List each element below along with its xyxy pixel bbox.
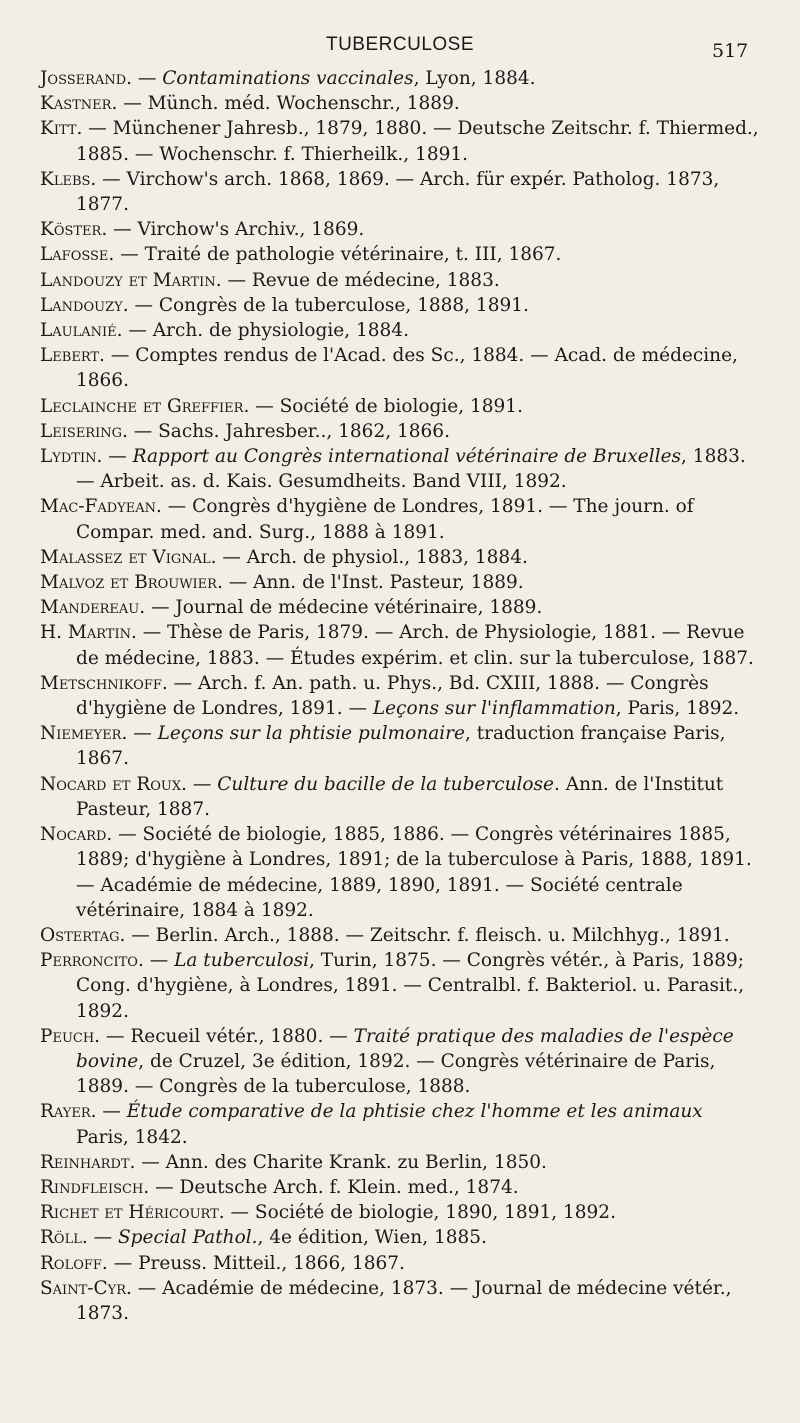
bibliography-entry: [40, 217, 760, 242]
bibliography-entry: [40, 772, 760, 822]
entry-text: — Société de biologie, 1890, 1891, 1892.: [224, 1202, 616, 1224]
entry-author: Perroncito.: [40, 950, 144, 972]
bibliography-entry: [40, 1225, 760, 1250]
entry-text: —: [187, 773, 218, 795]
entry-text: — Preuss. Mitteil., 1866, 1867.: [107, 1252, 405, 1274]
entry-author: Nocard.: [40, 824, 113, 846]
entry-author: Lydtin.: [40, 446, 103, 468]
entry-text: —: [96, 1101, 127, 1123]
entry-text: , 1883. — Arbeit. as. d. Kais. Gesumdheits. Band VIII, 1892.: [76, 446, 746, 493]
entry-title-italic: Contaminations vaccinales: [162, 68, 414, 89]
entry-author: Kastner.: [40, 93, 118, 115]
entry-text: Paris, 1842.: [76, 1126, 188, 1148]
bibliography-entry: [40, 620, 760, 670]
entry-text: — Société de biologie, 1891.: [249, 395, 523, 417]
entry-author: Leisering.: [40, 420, 128, 442]
running-head: TUBERCULOSE: [325, 34, 475, 55]
entry-text: — Société de biologie, 1885, 1886. — Congrès vétérinaires 1885, 1889; d'hygiène à Londres, 1891; de la tuberculose à Paris, 1888, 1891. — Académie de médecine, 1889, 1890, 1891. — Société centrale vétérinaire, 1884 à 1892.: [76, 824, 752, 921]
bibliography-entry: [40, 595, 760, 620]
entry-author: Josserand.: [40, 68, 133, 89]
entry-text: — Recueil vétér., 1880. —: [100, 1025, 354, 1047]
entry-text: — Münchener Jahresb., 1879, 1880. — Deutsche Zeitschr. f. Thiermed., 1885. — Wochenschr. f. Thierheilk., 1891.: [76, 118, 759, 165]
bibliography-entry: [40, 91, 760, 116]
bibliography-entry: [40, 1200, 760, 1225]
entry-text: — Ann. des Charite Krank. zu Berlin, 1850.: [135, 1151, 547, 1173]
bibliography-entry: [40, 570, 760, 595]
bibliography-entry: [40, 444, 760, 494]
bibliography-entry: [40, 721, 760, 771]
entry-author: Saint-Cyr.: [40, 1277, 132, 1299]
entry-text: —: [127, 723, 158, 745]
entry-text: — Ann. de l'Inst. Pasteur, 1889.: [222, 572, 524, 594]
entry-author: Leclainche et Greffier.: [40, 395, 250, 417]
bibliography-entry: [40, 1150, 760, 1175]
entry-text: — Berlin. Arch., 1888. — Zeitschr. f. fleisch. u. Milchhyg., 1891.: [125, 924, 730, 946]
entry-author: Peuch.: [40, 1025, 101, 1047]
entry-text: — Thèse de Paris, 1879. — Arch. de Physiologie, 1881. — Revue de médecine, 1883. — Études expérim. et clin. sur la tuberculose, 1887.: [76, 622, 754, 669]
entry-title-italic: Leçons sur l'inflammation: [372, 698, 616, 720]
bibliography-entry: [40, 1276, 760, 1326]
entry-author: Mandereau.: [40, 597, 146, 619]
entry-text: — Münch. méd. Wochenschr., 1889.: [117, 93, 460, 115]
bibliography-entry: [40, 293, 760, 318]
bibliography-entry: [40, 948, 760, 1024]
entry-text: — Académie de médecine, 1873. — Journal de médecine vétér., 1873.: [76, 1277, 732, 1324]
bibliography-entry: [40, 116, 760, 166]
entry-title-italic: Rapport au Congrès international vétérinaire de Bruxelles: [132, 446, 682, 468]
entry-text: — Journal de médecine vétérinaire, 1889.: [145, 597, 543, 619]
entry-text: — Deutsche Arch. f. Klein. med., 1874.: [149, 1176, 519, 1198]
bibliography-entry: [40, 822, 760, 923]
entry-text: — Revue de médecine, 1883.: [221, 269, 500, 291]
entry-text: , 4e édition, Wien, 1885.: [257, 1227, 487, 1249]
page-number: 517: [712, 40, 749, 62]
bibliography-entry: [40, 419, 760, 444]
entry-author: Rindfleisch.: [40, 1176, 150, 1198]
entry-title-italic: Special Pathol.: [118, 1227, 258, 1249]
entry-text: , Turin, 1875. — Congrès vétér., à Paris, 1889; Cong. d'hygiène, à Londres, 1891. — Centralbl. f. Bakteriol. u. Parasit., 1892.: [76, 950, 745, 1022]
entry-author: Lafosse.: [40, 244, 115, 266]
bibliography-entry: [40, 1175, 760, 1200]
bibliography-entry: [40, 268, 760, 293]
bibliography-entry: [40, 671, 760, 721]
entry-text: , de Cruzel, 3e édition, 1892. — Congrès vétérinaire de Paris, 1889. — Congrès de la tuberculose, 1888.: [76, 1050, 716, 1098]
entry-text: — Virchow's arch. 1868, 1869. — Arch. für expér. Patholog. 1873, 1877.: [76, 168, 720, 216]
entry-author: Landouzy et Martin.: [40, 269, 222, 291]
entry-author: Kitt.: [40, 118, 83, 140]
entry-text: , Lyon, 1884.: [413, 68, 536, 89]
entry-text: —: [143, 950, 175, 972]
bibliography-entry: [40, 343, 760, 393]
entry-author: Roloff.: [40, 1252, 108, 1274]
entry-text: — Comptes rendus de l'Acad. des Sc., 1884. — Acad. de médecine, 1866.: [76, 345, 738, 392]
entry-text: — Arch. f. An. path. u. Phys., Bd. CXIII, 1888. — Congrès d'hygiène de Londres, 1891. —: [76, 672, 709, 720]
entry-title-italic: La tuberculosi: [174, 950, 310, 972]
bibliography-entry: [40, 394, 760, 419]
entry-text: —: [102, 446, 133, 468]
bibliography-entry: [40, 1251, 760, 1276]
entry-author: Rayer.: [40, 1101, 97, 1123]
entry-title-italic: Culture du bacille de la tuberculose: [217, 773, 554, 795]
entry-author: Mac-Fadyean.: [40, 496, 162, 518]
entry-text: , traduction française Paris, 1867.: [76, 723, 726, 770]
entry-author: H. Martin.: [40, 622, 137, 644]
entry-author: Laulanié.: [40, 320, 123, 342]
entry-author: Röll.: [40, 1227, 88, 1249]
entry-author: Niemeyer.: [40, 723, 128, 745]
entry-author: Lebert.: [40, 345, 105, 367]
entry-text: — Virchow's Archiv., 1869.: [107, 219, 365, 241]
bibliography-list: [40, 66, 760, 1326]
entry-author: Köster.: [40, 219, 108, 241]
bibliography-entry: [40, 1024, 760, 1100]
entry-author: Metschnikoff.: [40, 672, 168, 694]
entry-text: — Congrès de la tuberculose, 1888, 1891.: [128, 294, 529, 316]
bibliography-entry: [40, 167, 760, 217]
entry-text: —: [87, 1227, 118, 1249]
entry-text: — Arch. de physiologie, 1884.: [122, 320, 409, 342]
entry-title-italic: Étude comparative de la phtisie chez l'homme et les animaux: [126, 1101, 703, 1123]
bibliography-entry: [40, 318, 760, 343]
entry-author: Richet et Héricourt.: [40, 1202, 225, 1224]
entry-text: — Congrès d'hygiène de Londres, 1891. — The journ. of Compar. med. and. Surg., 1888 à 1891.: [76, 496, 694, 543]
entry-title-italic: Leçons sur la phtisie pulmonaire: [157, 723, 465, 745]
entry-author: Ostertag.: [40, 924, 126, 946]
entry-author: Malvoz et Brouwier.: [40, 572, 223, 594]
entry-text: — Sachs. Jahresber.., 1862, 1866.: [127, 420, 450, 442]
bibliography-entry: [40, 66, 760, 91]
entry-text: —: [132, 68, 163, 89]
entry-author: Nocard et Roux.: [40, 773, 187, 795]
entry-author: Klebs.: [40, 168, 97, 190]
entry-text: — Traité de pathologie vétérinaire, t. III, 1867.: [114, 244, 562, 266]
entry-text: — Arch. de physiol., 1883, 1884.: [216, 546, 528, 568]
entry-text: . Ann. de l'Institut Pasteur, 1887.: [76, 773, 724, 820]
entry-author: Malassez et Vignal.: [40, 546, 217, 568]
bibliography-entry: [40, 242, 760, 267]
bibliography-entry: [40, 1099, 760, 1149]
bibliography-entry: [40, 494, 760, 544]
entry-title-italic: Traité pratique des maladies de l'espèce bovine: [76, 1025, 734, 1072]
entry-author: Landouzy.: [40, 294, 129, 316]
bibliography-entry: [40, 923, 760, 948]
bibliography-entry: [40, 545, 760, 570]
entry-text: , Paris, 1892.: [615, 698, 740, 720]
entry-author: Reinhardt.: [40, 1151, 136, 1173]
